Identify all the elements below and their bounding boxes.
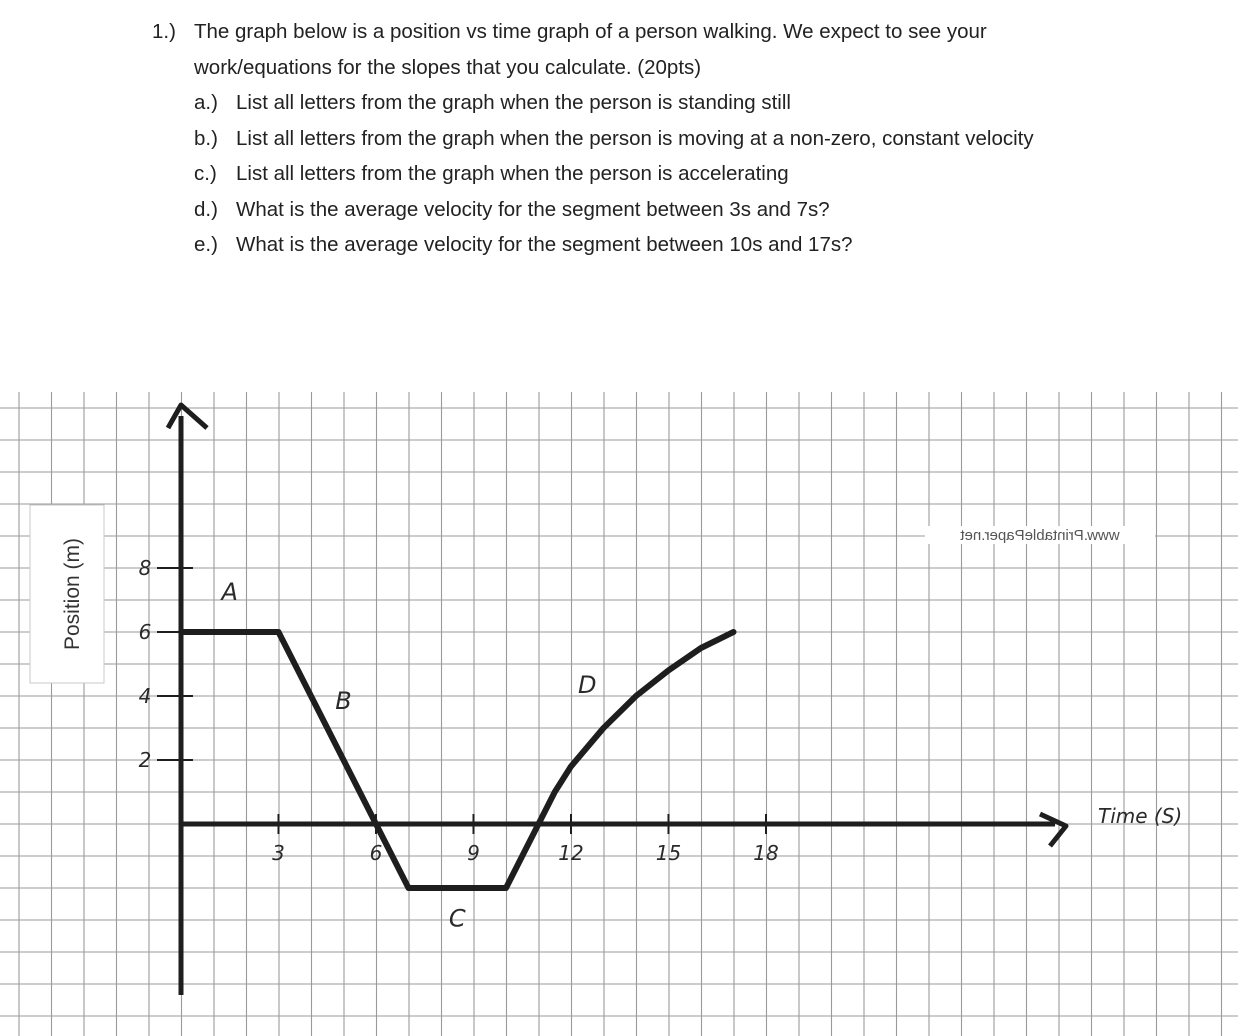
part-text: List all letters from the graph when the person is standing still bbox=[236, 91, 791, 114]
axes bbox=[168, 405, 1066, 995]
part-letter: b.) bbox=[194, 126, 218, 150]
y-axis-label: Position (m) bbox=[61, 537, 84, 651]
segment-label-d: D bbox=[578, 670, 597, 699]
part-letter: c.) bbox=[194, 162, 217, 185]
x-axis-arrow bbox=[1040, 814, 1066, 846]
part-letter: a.) bbox=[194, 91, 218, 114]
x-tick-label: 12 bbox=[558, 841, 584, 865]
watermark bbox=[925, 526, 1155, 544]
part-text: List all letters from the graph when the person is moving at a non-zero, constant velocity bbox=[236, 126, 1034, 150]
y-tick-label: 8 bbox=[138, 556, 152, 580]
question-number: 1.) bbox=[152, 20, 176, 43]
y-tick-label: 6 bbox=[138, 620, 152, 644]
y-tick-label: 4 bbox=[138, 684, 152, 708]
part-text: What is the average velocity for the segment between 3s and 7s? bbox=[236, 197, 830, 221]
segment-label-c: C bbox=[448, 904, 466, 933]
watermark-text: www.PrintablePaper.net bbox=[960, 527, 1120, 544]
segment-label-a: A bbox=[221, 578, 238, 606]
axis-titles bbox=[30, 505, 1182, 828]
question-text-continued: work/equations for the slopes that you calculate. (20pts) bbox=[194, 55, 702, 79]
part-letter: e.) bbox=[194, 233, 218, 256]
x-tick-label: 3 bbox=[272, 841, 285, 865]
x-tick-label: 18 bbox=[753, 841, 779, 865]
question-text: The graph below is a position vs time graph of a person walking. We expect to see your bbox=[194, 20, 987, 43]
y-tick-label: 2 bbox=[138, 748, 152, 772]
part-letter: d.) bbox=[194, 197, 218, 221]
x-tick-label: 6 bbox=[369, 841, 383, 865]
segment-label-b: B bbox=[335, 686, 352, 715]
x-tick-label: 9 bbox=[467, 841, 480, 865]
part-text: List all letters from the graph when the person is accelerating bbox=[236, 162, 789, 185]
part-text: What is the average velocity for the segment between 10s and 17s? bbox=[236, 233, 853, 256]
x-tick-label: 15 bbox=[655, 841, 682, 865]
x-axis-label: Time (S) bbox=[1098, 804, 1183, 828]
